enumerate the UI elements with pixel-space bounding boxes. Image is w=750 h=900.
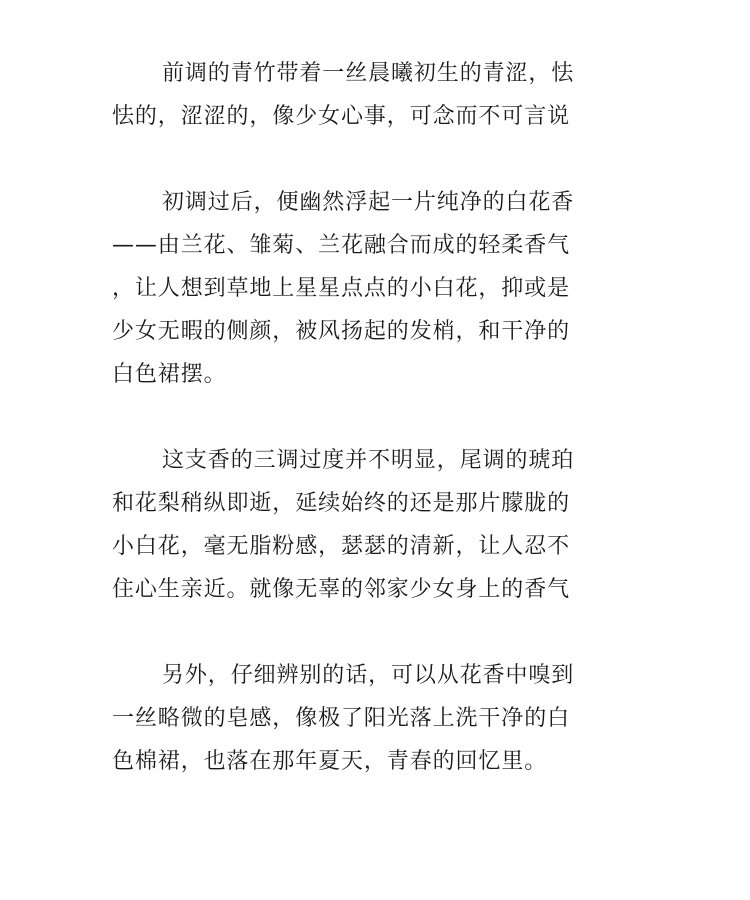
text-line: 少女无暇的侧颜，被风扬起的发梢，和干净的	[112, 319, 571, 344]
paragraph-top-notes	[112, 52, 624, 138]
text-line: 小白花，毫无脂粉感，瑟瑟的清新，让人忍不	[112, 534, 571, 559]
text-line: 这支香的三调过度并不明显，尾调的琥珀	[162, 448, 575, 473]
text-line: 初调过后，便幽然浮起一片纯净的白花香	[162, 190, 575, 215]
text-line: 和花梨稍纵即逝，延续始终的还是那片朦胧的	[112, 491, 571, 516]
paragraph-gap	[112, 138, 624, 181]
paragraph-heart-notes	[112, 181, 624, 396]
paragraph-gap	[112, 396, 624, 439]
text-line: 一丝略微的皂感，像极了阳光落上洗干净的白	[112, 706, 571, 731]
paragraph-base-notes	[112, 439, 624, 611]
article-body	[112, 52, 624, 783]
text-line: ，让人想到草地上星星点点的小白花，抑或是	[112, 276, 571, 301]
text-line: 前调的青竹带着一丝晨曦初生的青涩，怯	[162, 61, 575, 86]
text-line: 白色裙摆。	[112, 362, 227, 387]
text-line: 住心生亲近。就像无辜的邻家少女身上的香气	[112, 577, 571, 602]
text-line: ——由兰花、雏菊、兰花融合而成的轻柔香气	[112, 233, 571, 258]
paragraph-closing	[112, 654, 624, 783]
text-line: 色棉裙，也落在那年夏天，青春的回忆里。	[112, 749, 548, 774]
paragraph-gap	[112, 611, 624, 654]
text-line: 怯的，涩涩的，像少女心事，可念而不可言说	[112, 104, 571, 129]
text-line: 另外，仔细辨别的话，可以从花香中嗅到	[162, 663, 575, 688]
